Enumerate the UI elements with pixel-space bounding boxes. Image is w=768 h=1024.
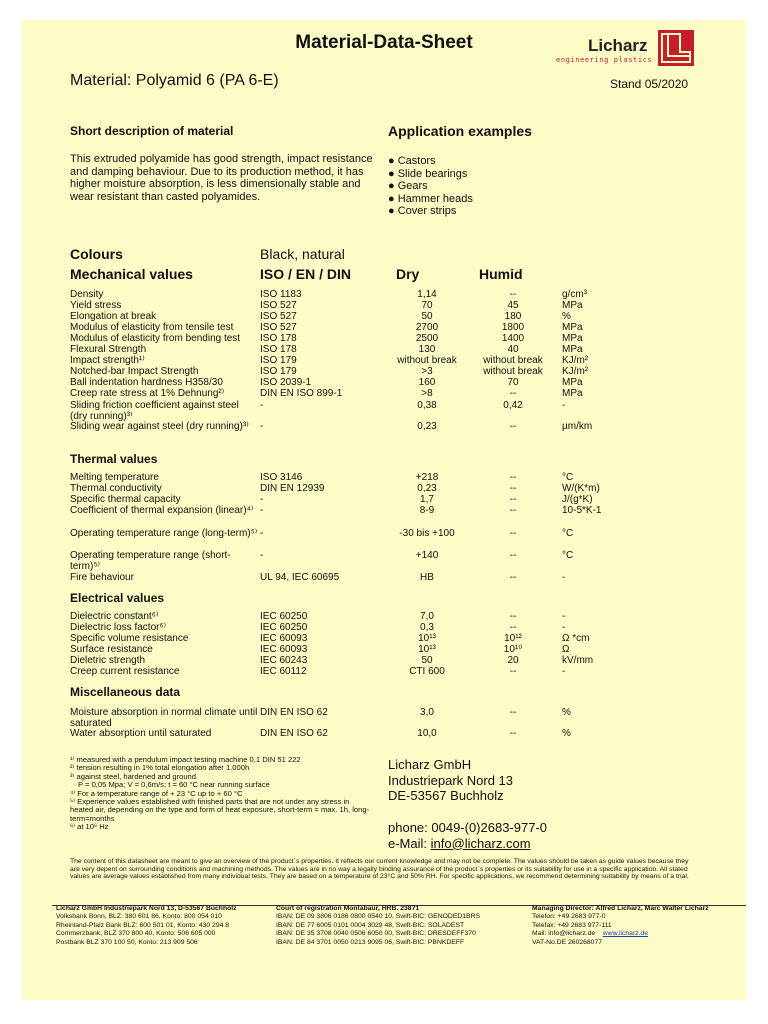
table-cell-dry-value: 0,3	[420, 622, 434, 633]
colours-value: Black, natural	[260, 246, 345, 262]
table-cell-property: Modulus of elasticity from tensile test	[70, 322, 234, 333]
footnote: ²⁾ tension resulting in 1% total elongation after 1.000h	[70, 763, 250, 773]
table-cell-norm: ISO 527	[260, 322, 297, 333]
mechanical-heading: Mechanical values	[70, 266, 193, 282]
website-link[interactable]: www.licharz.de	[602, 930, 649, 938]
table-cell-norm: ISO 1183	[260, 289, 302, 300]
bank-column-2-title: Court of registration Montabaur, HRB. 23871	[276, 905, 420, 912]
table-cell-dry-value: 1,14	[417, 289, 437, 300]
company-contact	[388, 820, 547, 851]
table-cell-norm: -	[260, 494, 264, 505]
datasheet-page	[22, 20, 746, 1000]
table-cell-property: Operating temperature range (short-term)⁵⁾	[70, 550, 231, 572]
table-cell-humid-value: --	[509, 572, 517, 583]
table-cell-norm: -	[260, 400, 264, 411]
table-cell-norm: IEC 60093	[260, 644, 308, 655]
bank-column-3	[532, 905, 746, 947]
table-cell-norm: IEC 60250	[260, 611, 308, 622]
company-name: Licharz GmbH	[388, 757, 472, 772]
table-cell-property: Sliding wear against steel (dry running)³⁾	[70, 421, 249, 432]
application-item: ● Slide bearings	[388, 167, 468, 180]
table-cell-unit: MPa	[562, 377, 583, 388]
table-cell-unit: -	[562, 572, 566, 583]
bank-line: Commerzbank, BLZ 370 800 40, Konto: 506 605 000	[56, 930, 216, 938]
table-cell-property: Surface resistance	[70, 644, 153, 655]
table-cell-unit: -	[562, 666, 566, 677]
table-cell-dry-value: 3,0	[420, 707, 434, 718]
description-text: This extruded polyamide has good strength, impact resistance and damping behaviour. Due to its production method, it has higher moisture absorption, is less dimensionally stable and wear resistant than casted polyamides.	[70, 153, 373, 203]
table-cell-property: Ball indentation hardness H358/30	[70, 377, 223, 388]
table-cell-unit: MPa	[562, 300, 583, 311]
table-cell-norm: DIN EN ISO 62	[260, 707, 328, 718]
table-cell-norm: ISO 527	[260, 300, 297, 311]
table-cell-norm: DIN EN 12939	[260, 483, 325, 494]
table-cell-property: Creep rate stress at 1% Dehnung²⁾	[70, 388, 225, 399]
table-cell-property: Creep current resistance	[70, 666, 180, 677]
bank-line: IBAN: DE 77 6005 0101 0004 3029 48, Swift-BIC: SOLADEST	[276, 921, 465, 929]
table-cell-humid-value: 10¹⁰	[503, 644, 523, 655]
electrical-heading: Electrical values	[70, 591, 165, 605]
table-cell-humid-value: --	[509, 289, 517, 300]
table-cell-unit: °C	[562, 550, 574, 561]
bank-line: Rheinland-Pfalz Bank BLZ: 600 501 01, Konto: 430 294 8	[56, 921, 230, 929]
table-cell-unit: J/(g*K)	[562, 494, 593, 505]
table-cell-norm: -	[260, 505, 264, 516]
table-cell-unit: %	[562, 707, 571, 718]
bank-column-3-title: Managing Director: Alfred Licharz, Marc Walter Licharz	[532, 905, 709, 912]
misc-heading: Miscellaneous data	[70, 685, 181, 699]
footnote: ⁴⁾ For a temperature range of + 23 °C up to + 60 °C	[70, 788, 243, 798]
table-cell-dry-value: 50	[421, 311, 433, 322]
table-cell-unit: MPa	[562, 333, 583, 344]
description-heading: Short description of material	[70, 124, 234, 138]
table-cell-dry-value: 2500	[415, 333, 439, 344]
footnote: P = 0,05 Mpa; V = 0,6m/s; t = 60 °C near running surface	[78, 780, 270, 790]
table-cell-property: Modulus of elasticity from bending test	[70, 333, 241, 344]
table-cell-humid-value: --	[509, 421, 517, 432]
table-cell-unit: -	[562, 400, 566, 411]
table-cell-dry-value: 130	[418, 344, 436, 355]
table-cell-dry-value: 1,7	[420, 494, 434, 505]
table-cell-humid-value: 10¹²	[504, 633, 522, 644]
footnotes	[70, 756, 370, 832]
table-cell-dry-value: >3	[421, 366, 433, 377]
mail-web-line	[532, 930, 746, 938]
table-cell-unit: 10-5*K-1	[562, 505, 602, 516]
bank-column-1	[56, 905, 274, 947]
table-cell-humid-value: --	[509, 505, 517, 516]
norm-column-header: ISO / EN / DIN	[260, 266, 352, 282]
table-cell-property: Thermal conductivity	[70, 483, 162, 494]
table-cell-property: Specific thermal capacity	[70, 494, 181, 505]
application-item: ● Gears	[388, 180, 428, 193]
table-cell-unit: KJ/m²	[562, 366, 589, 377]
table-cell-humid-value: --	[509, 728, 517, 739]
table-cell-humid-value: --	[509, 622, 517, 633]
table-cell-property: Notched-bar Impact Strength	[70, 366, 199, 377]
table-cell-unit: %	[562, 728, 571, 739]
footnote: ⁶⁾ at 10⁶ Hz	[70, 822, 109, 832]
licharz-logo-icon	[658, 30, 694, 66]
table-cell-humid-value: 40	[507, 344, 519, 355]
bank-line: Postbank BLZ 370 100 50, Konto: 213 909 506	[56, 938, 198, 946]
applications-heading: Application examples	[388, 123, 532, 139]
table-cell-property: Water absorption until saturated	[70, 728, 212, 739]
table-cell-norm: IEC 60093	[260, 633, 308, 644]
logo-tagline: engineering plastics	[556, 56, 653, 64]
company-street: Industriepark Nord 13	[388, 772, 514, 788]
email-link[interactable]: info@licharz.com	[430, 835, 531, 851]
table-cell-dry-value: 0,38	[417, 400, 437, 411]
table-cell-dry-value: +218	[415, 472, 439, 483]
application-item: ● Cover strips	[388, 205, 457, 218]
company-telephone: Telefon: +49 2683 977-0	[532, 913, 606, 921]
table-cell-norm: UL 94, IEC 60695	[260, 572, 340, 583]
footnote: ³⁾ against steel, hardened and ground	[70, 771, 196, 781]
table-cell-norm: ISO 178	[260, 344, 297, 355]
table-cell-humid-value: 180	[504, 311, 522, 322]
logo-name: Licharz	[588, 36, 648, 55]
table-cell-humid-value: --	[509, 611, 517, 622]
table-cell-norm: ISO 527	[260, 311, 297, 322]
table-cell-dry-value: CTI 600	[409, 666, 445, 677]
table-cell-property: Dielectric constant⁶⁾	[70, 611, 159, 622]
table-cell-property: Melting temperature	[70, 472, 159, 483]
table-cell-unit: -	[562, 611, 566, 622]
table-cell-humid-value: 0,42	[503, 400, 523, 411]
company-email-line	[388, 836, 547, 852]
bank-line: IBAN: DE 35 3708 0040 0506 6050 00, Swift-BIC: DRESDEFF370	[276, 930, 476, 938]
table-cell-dry-value: -30 bis +100	[399, 528, 455, 539]
table-cell-dry-value: 70	[421, 300, 433, 311]
table-cell-humid-value: without break	[483, 355, 543, 366]
table-cell-property: Sliding friction coefficient against steel (dry running)³⁾	[70, 400, 239, 422]
table-cell-property: Moisture absorption in normal climate until saturated	[70, 707, 258, 729]
table-cell-property: Dieletric strength	[70, 655, 146, 666]
company-city: DE-53567 Buchholz	[388, 788, 504, 803]
table-cell-dry-value: +140	[415, 550, 439, 561]
application-item: ● Hammer heads	[388, 192, 473, 205]
table-cell-unit: g/cm³	[562, 289, 587, 300]
table-cell-norm: DIN EN ISO 899-1	[260, 388, 343, 399]
company-address	[388, 757, 513, 804]
table-cell-norm: ISO 178	[260, 333, 297, 344]
table-cell-unit: MPa	[562, 322, 583, 333]
table-cell-property: Coefficient of thermal expansion (linear)⁴⁾	[70, 505, 254, 516]
humid-column-header: Humid	[479, 266, 523, 282]
table-cell-dry-value: 10,0	[417, 728, 437, 739]
table-cell-norm: DIN EN ISO 62	[260, 728, 328, 739]
table-cell-norm: IEC 60112	[260, 666, 307, 677]
footnote: ¹⁾ measured with a pendulum impact testing machine 0,1 DIN 51 222	[70, 755, 301, 764]
vat-number: VAT-No.DE 260268077	[532, 938, 603, 946]
table-cell-norm: ISO 179	[260, 355, 297, 366]
table-cell-humid-value: 45	[507, 300, 519, 311]
table-cell-unit: KJ/m²	[562, 355, 589, 366]
table-cell-humid-value: 70	[507, 377, 519, 388]
table-cell-unit: W/(K*m)	[562, 483, 600, 494]
table-cell-dry-value: 0,23	[417, 421, 437, 432]
applications-list	[388, 155, 473, 218]
table-cell-humid-value: 1800	[501, 322, 525, 333]
table-cell-property: Flexural Strength	[70, 344, 147, 355]
email-label: e-Mail:	[388, 835, 431, 851]
footnote: ⁵⁾ Experience values established with finished parts that are not under any stress in heated air, depending on the type and form of heat exposure, short-term = max. 1h, long-term=months	[70, 797, 370, 823]
table-cell-humid-value: --	[509, 472, 517, 483]
table-cell-norm: -	[260, 528, 264, 539]
table-cell-property: Yield stress	[70, 300, 122, 311]
material-name: Material: Polyamid 6 (PA 6-E)	[70, 72, 279, 89]
table-cell-property: Elongation at break	[70, 311, 157, 322]
table-cell-norm: -	[260, 421, 264, 432]
table-cell-dry-value: 8-9	[419, 505, 435, 516]
table-cell-dry-value: HB	[420, 572, 434, 583]
table-cell-unit: µm/km	[562, 421, 593, 432]
table-cell-property: Dielectric loss factor⁶⁾	[70, 622, 167, 633]
table-cell-unit: Ω *cm	[562, 633, 590, 644]
table-cell-humid-value: --	[509, 550, 517, 561]
table-cell-property: Impact strength¹⁾	[70, 355, 145, 366]
table-cell-dry-value: 2700	[415, 322, 439, 333]
table-cell-humid-value: without break	[483, 366, 543, 377]
thermal-heading: Thermal values	[70, 452, 158, 466]
table-cell-property: Operating temperature range (long-term)⁵⁾	[70, 528, 258, 539]
bank-line: Volksbank Bonn, BLZ: 380 601 86, Konto: 800 054 010	[56, 913, 222, 921]
table-cell-norm: IEC 60243	[260, 655, 308, 666]
page-title: Material-Data-Sheet	[295, 32, 473, 53]
table-cell-unit: MPa	[562, 388, 583, 399]
dry-column-header: Dry	[396, 266, 420, 282]
table-cell-dry-value: >8	[421, 388, 433, 399]
table-cell-humid-value: --	[509, 707, 517, 718]
table-cell-humid-value: --	[509, 666, 517, 677]
table-cell-humid-value: 20	[507, 655, 519, 666]
table-cell-humid-value: --	[509, 388, 517, 399]
stand-date: Stand 05/2020	[610, 77, 689, 91]
application-item: ● Castors	[388, 155, 436, 167]
table-cell-unit: %	[562, 311, 571, 322]
table-cell-dry-value: without break	[397, 355, 457, 366]
table-cell-dry-value: 7,0	[420, 611, 434, 622]
table-cell-dry-value: 10¹³	[418, 633, 436, 644]
table-cell-unit: °C	[562, 472, 574, 483]
table-cell-dry-value: 160	[418, 377, 436, 388]
table-cell-property: Density	[70, 289, 104, 300]
table-cell-dry-value: 10¹³	[418, 644, 436, 655]
bank-line: IBAN: DE 84 3701 0050 0213 9095 06, Swift-BIC: PBNKDEFF	[276, 938, 465, 946]
table-cell-property: Specific volume resistance	[70, 633, 189, 644]
table-cell-property: Fire behaviour	[70, 572, 134, 583]
table-cell-humid-value: --	[509, 494, 517, 505]
table-cell-norm: ISO 2039-1	[260, 377, 312, 388]
table-cell-unit: °C	[562, 528, 574, 539]
table-cell-unit: -	[562, 622, 566, 633]
table-cell-humid-value: --	[509, 528, 517, 539]
company-telefax: Telefax: +49 2683 977-111	[532, 921, 612, 929]
table-cell-norm: -	[260, 550, 264, 561]
colours-label: Colours	[70, 246, 123, 262]
table-cell-norm: ISO 3146	[260, 472, 303, 483]
table-cell-norm: IEC 60250	[260, 622, 308, 633]
bank-column-2	[276, 905, 506, 947]
table-cell-unit: Ω	[562, 644, 570, 655]
table-cell-unit: kV/mm	[562, 655, 594, 666]
table-cell-humid-value: --	[509, 483, 517, 494]
bank-line: IBAN: DE 09 3806 0186 0800 0540 10, Swift-BIC: GENODED1BRS	[276, 913, 481, 921]
table-cell-norm: ISO 179	[260, 366, 297, 377]
table-cell-dry-value: 50	[421, 655, 433, 666]
table-cell-unit: MPa	[562, 344, 583, 355]
footer-mail: Mail: info@licharz.de	[532, 930, 596, 938]
bank-column-1-title: Licharz GmbH Industriepark Nord 13, D-53567 Buchholz	[56, 905, 237, 912]
table-cell-humid-value: 1400	[501, 333, 525, 344]
table-cell-dry-value: 0,23	[417, 483, 437, 494]
company-phone: phone: 0049-(0)2683-977-0	[388, 820, 548, 835]
disclaimer: The content of this datasheet are meant to give an overview of the product´s properties. It reflects our current knowledge and may not be complete. The values should be taken as guide values because they are very depent on surrounding conditions and machining methods. The values are in no way a legally binding assurance of the product´s properties or its suitability for use in a specific application. All stated values are average values established from many individual tests. They are based on a temperature of 23°C and 50% RH. For specific applications, we recommend determining suitability by means of a trial.	[70, 858, 689, 881]
